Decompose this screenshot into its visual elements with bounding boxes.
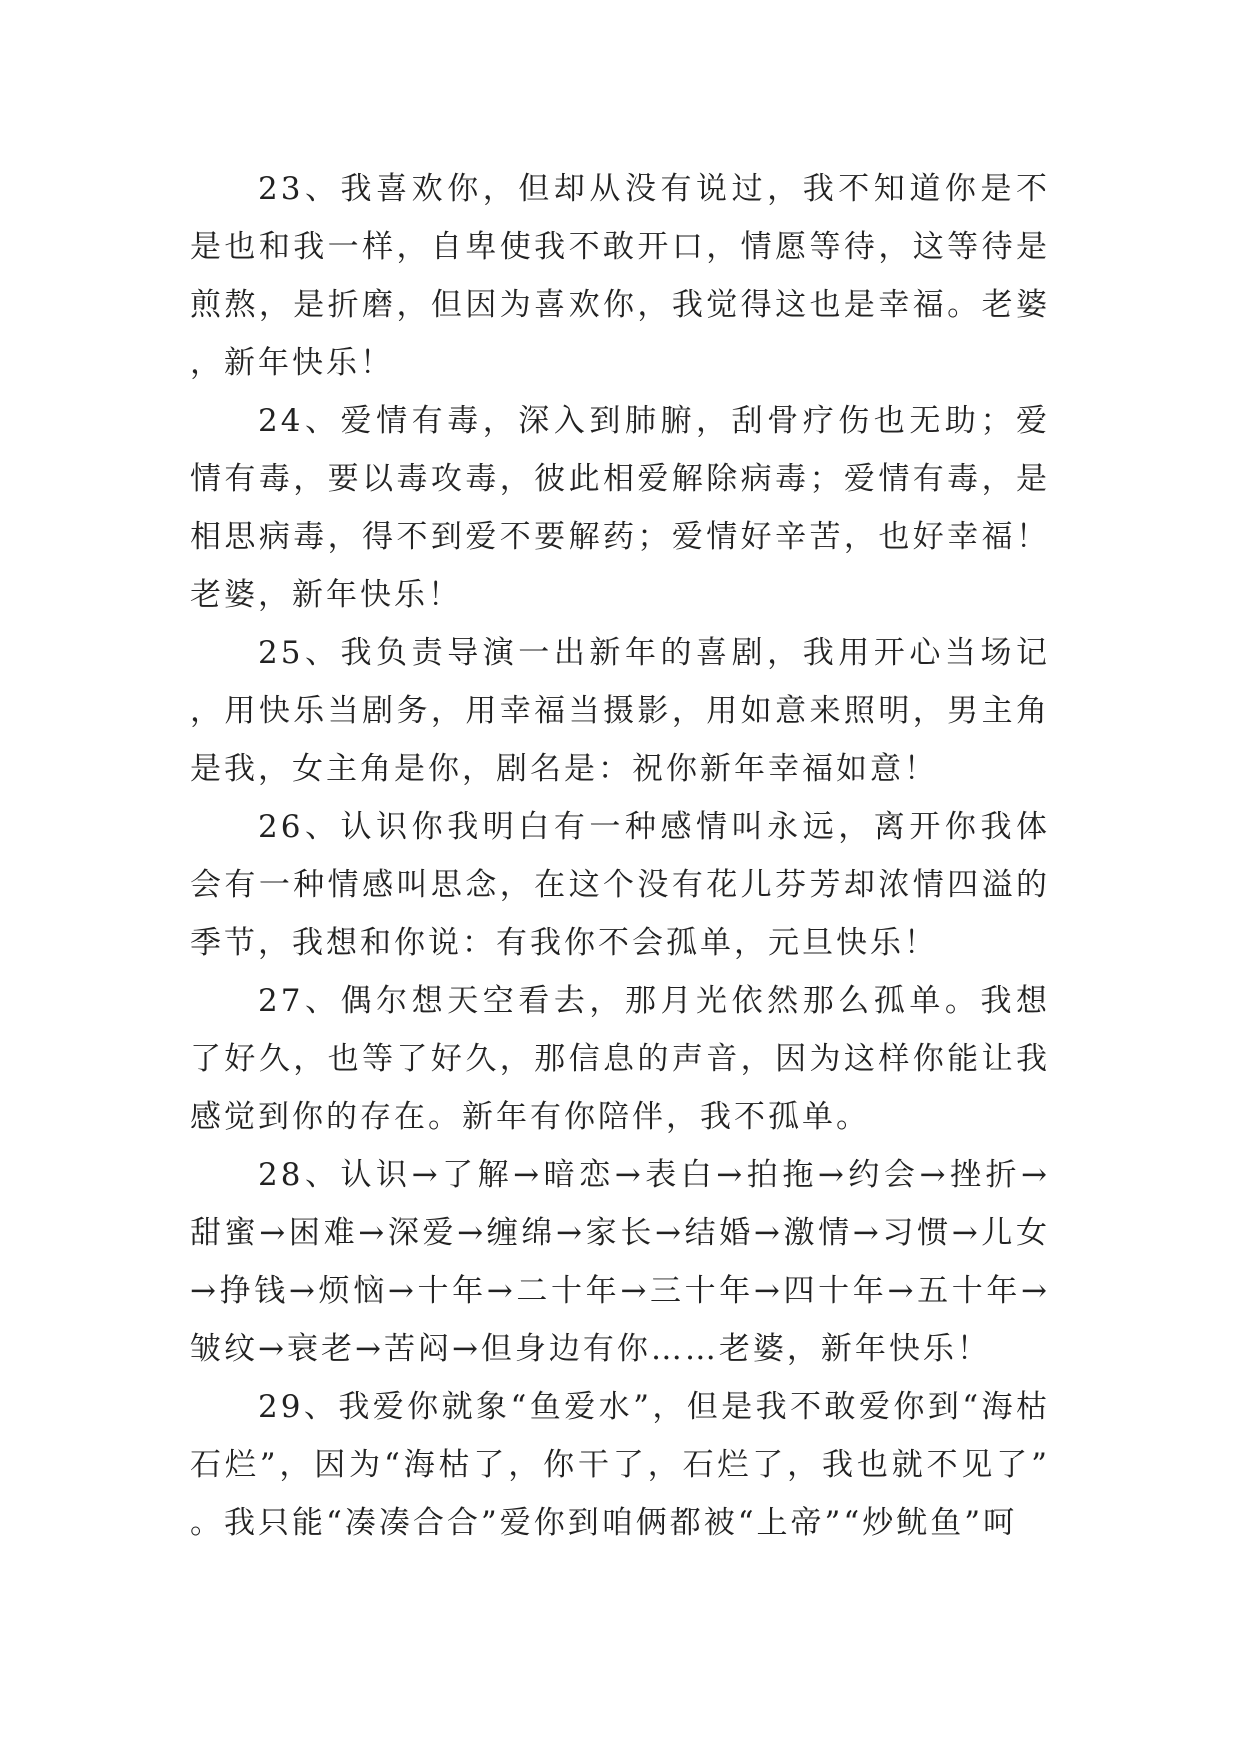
document-body bbox=[190, 160, 1050, 1552]
paragraph-26: 26、认识你我明白有一种感情叫永远，离开你我体会有一种情感叫思念，在这个没有花儿芬芳却浓情四溢的季节，我想和你说：有我你不会孤单，元旦快乐！ bbox=[190, 809, 1050, 961]
paragraph-24: 24、爱情有毒，深入到肺腑，刮骨疗伤也无助；爱情有毒，要以毒攻毒，彼此相爱解除病毒；爱情有毒，是相思病毒，得不到爱不要解药；爱情好辛苦，也好幸福！老婆，新年快乐！ bbox=[190, 403, 1050, 613]
paragraph-23: 23、我喜欢你，但却从没有说过，我不知道你是不是也和我一样，自卑使我不敢开口，情愿等待，这等待是煎熬，是折磨，但因为喜欢你，我觉得这也是幸福。老婆，新年快乐！ bbox=[190, 171, 1050, 381]
paragraph-29: 29、我爱你就象“鱼爱水”，但是我不敢爱你到“海枯石烂”，因为“海枯了，你干了，石烂了，我也就不见了”。我只能“凑凑合合”爱你到咱俩都被“上帝”“炒鱿鱼”呵 bbox=[190, 1389, 1050, 1541]
paragraph-28: 28、认识→了解→暗恋→表白→拍拖→约会→挫折→甜蜜→困难→深爱→缠绵→家长→结婚→激情→习惯→儿女→挣钱→烦恼→十年→二十年→三十年→四十年→五十年→皱纹→衰老→苦闷→但身边有你……老婆，新年快乐！ bbox=[190, 1157, 1050, 1367]
paragraph-27: 27、偶尔想天空看去，那月光依然那么孤单。我想了好久，也等了好久，那信息的声音，因为这样你能让我感觉到你的存在。新年有你陪伴，我不孤单。 bbox=[190, 983, 1050, 1135]
paragraph-25: 25、我负责导演一出新年的喜剧，我用开心当场记，用快乐当剧务，用幸福当摄影，用如意来照明，男主角是我，女主角是你，剧名是：祝你新年幸福如意！ bbox=[190, 635, 1050, 787]
